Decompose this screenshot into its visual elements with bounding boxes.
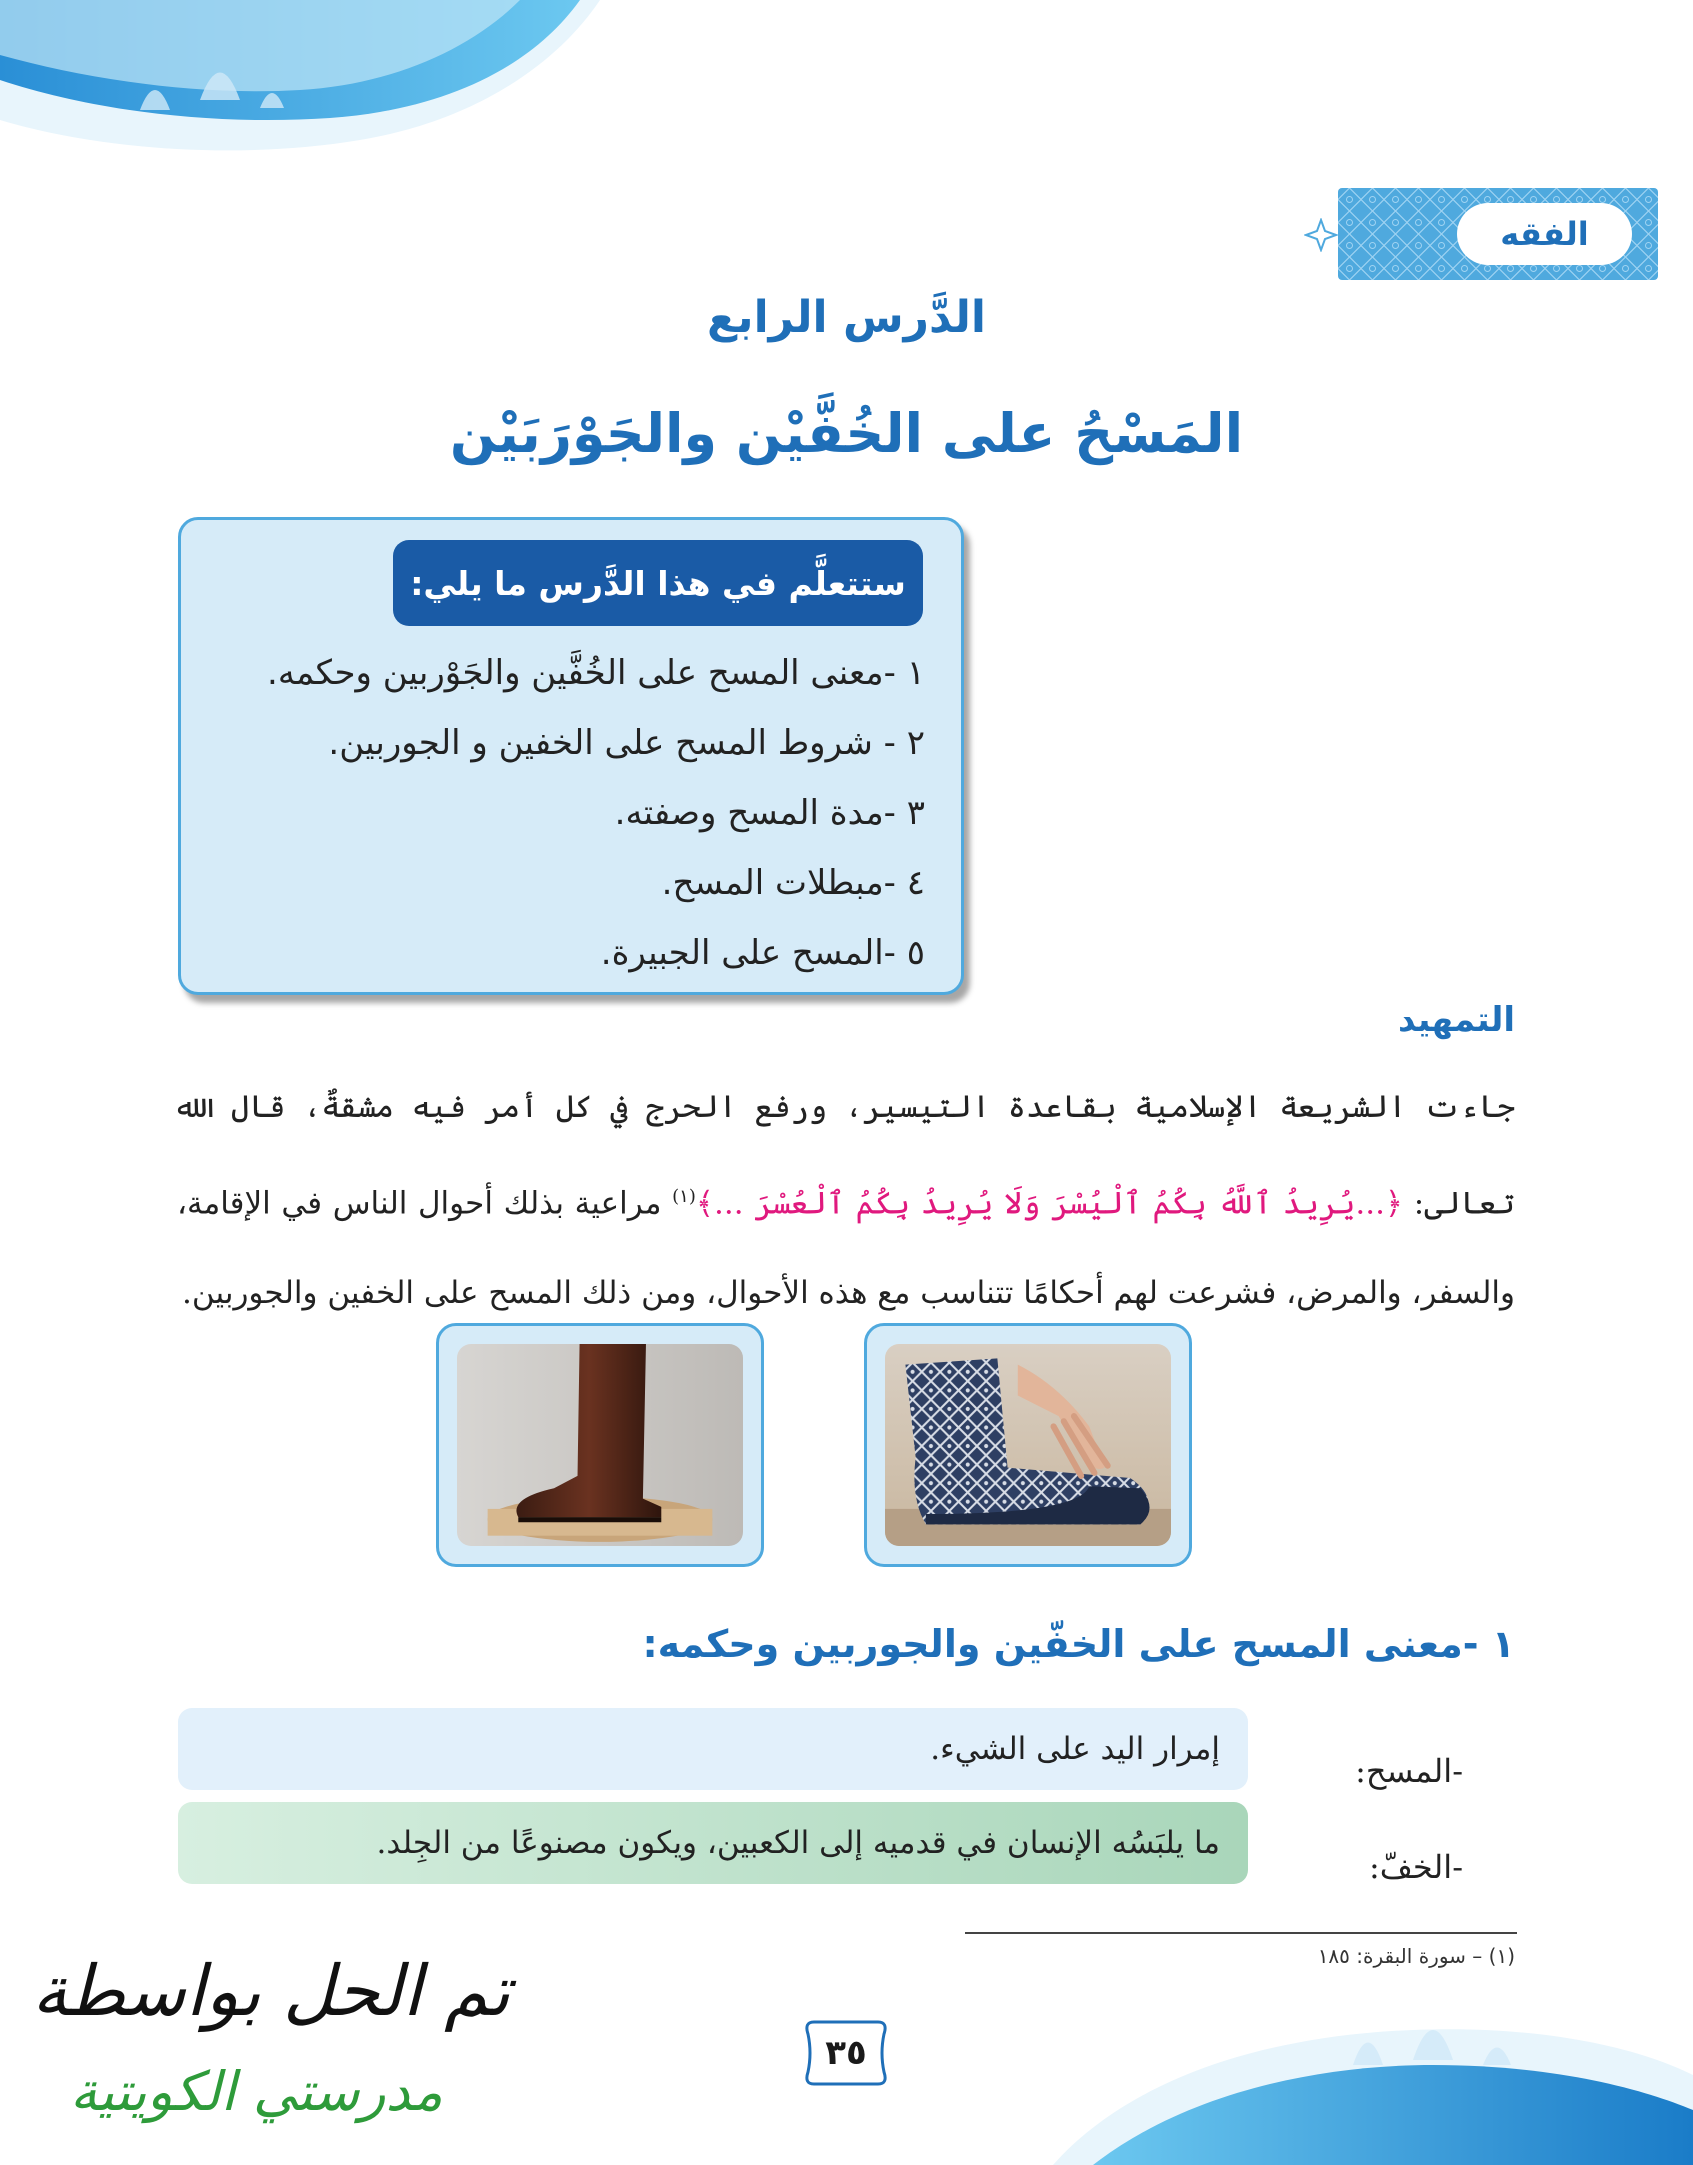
definition-term: -المسح: [1355,1752,1463,1790]
subject-label: الفقه [1457,203,1632,265]
objective-item: ٥ -المسح على الجبيرة. [600,933,925,973]
objective-item: ٤ -مبطلات المسح. [661,863,925,903]
intro-paragraph [177,1062,1515,1338]
lesson-number: الدَّرس الرابع [706,292,987,343]
definition-meaning: ما يلبَسُه الإنسان في قدميه إلى الكعبين، ويكون مصنوعًا من الجِلد. [178,1802,1248,1884]
objective-item: ٣ -مدة المسح وصفته. [614,793,925,833]
objectives-box [178,517,964,995]
page-number: ٣٥ [825,2033,867,2073]
objectives-list [201,638,925,988]
socks-photo-frame [864,1323,1192,1567]
intro-heading: التمهيد [1397,1000,1515,1040]
section-heading: ١ -معنى المسح على الخفّين والجوربين وحكمه: [642,1622,1515,1666]
objective-item: ١ -معنى المسح على الخُفَّين والجَوْربين وحكمه. [267,653,925,693]
lesson-title: المَسْحُ على الخُفَّيْن والجَوْرَبَيْن [449,402,1244,465]
boot-photo [457,1344,743,1546]
socks-photo [885,1344,1171,1546]
solved-by-stamp: تم الحل بواسطة [32,1950,511,2032]
objectives-header: ستتعلَّم في هذا الدَّرس ما يلي: [393,540,923,626]
top-wave-decoration [0,0,600,170]
definition-meaning: إمرار اليد على الشيء. [178,1708,1248,1790]
boot-photo-frame [436,1323,764,1567]
footnote: (١) – سورة البقرة: ١٨٥ [1317,1944,1515,1968]
intro-text-part1: جاءت الشريعة الإسلامية بقاعدة التيسير، ورفع الحرج في كل أمر فيه مشقةٌ، قال الله تعالى: [177,1089,1516,1222]
intro-text-part2: مراعية بذلك أحوال الناس في الإقامة، والسفر، والمرض، فشرعت لهم أحكامًا تتناسب مع هذه الأحوال، ومن ذلك المسح على الخفين والجوربين. [177,1185,1515,1312]
objective-item: ٢ - شروط المسح على الخفين و الجوربين. [328,723,925,763]
subject-tag [1338,188,1658,280]
footnote-divider [965,1932,1517,1934]
patterned-sock-icon [885,1344,1171,1546]
quran-verse: ﴿...يُرِيدُ ٱللَّهُ بِكُمُ ٱلْيُسْرَ وَلَا يُرِيدُ بِكُمُ ٱلْعُسْرَ ...﴾ [695,1185,1404,1222]
school-name-stamp: مدرستي الكويتية [70,2060,443,2123]
leather-boot-icon [457,1344,743,1546]
definition-term: -الخفّ: [1368,1848,1463,1886]
footnote-ref: (١) [672,1186,696,1207]
page-number-badge [800,2018,892,2088]
star-ornament-icon [1304,218,1338,252]
